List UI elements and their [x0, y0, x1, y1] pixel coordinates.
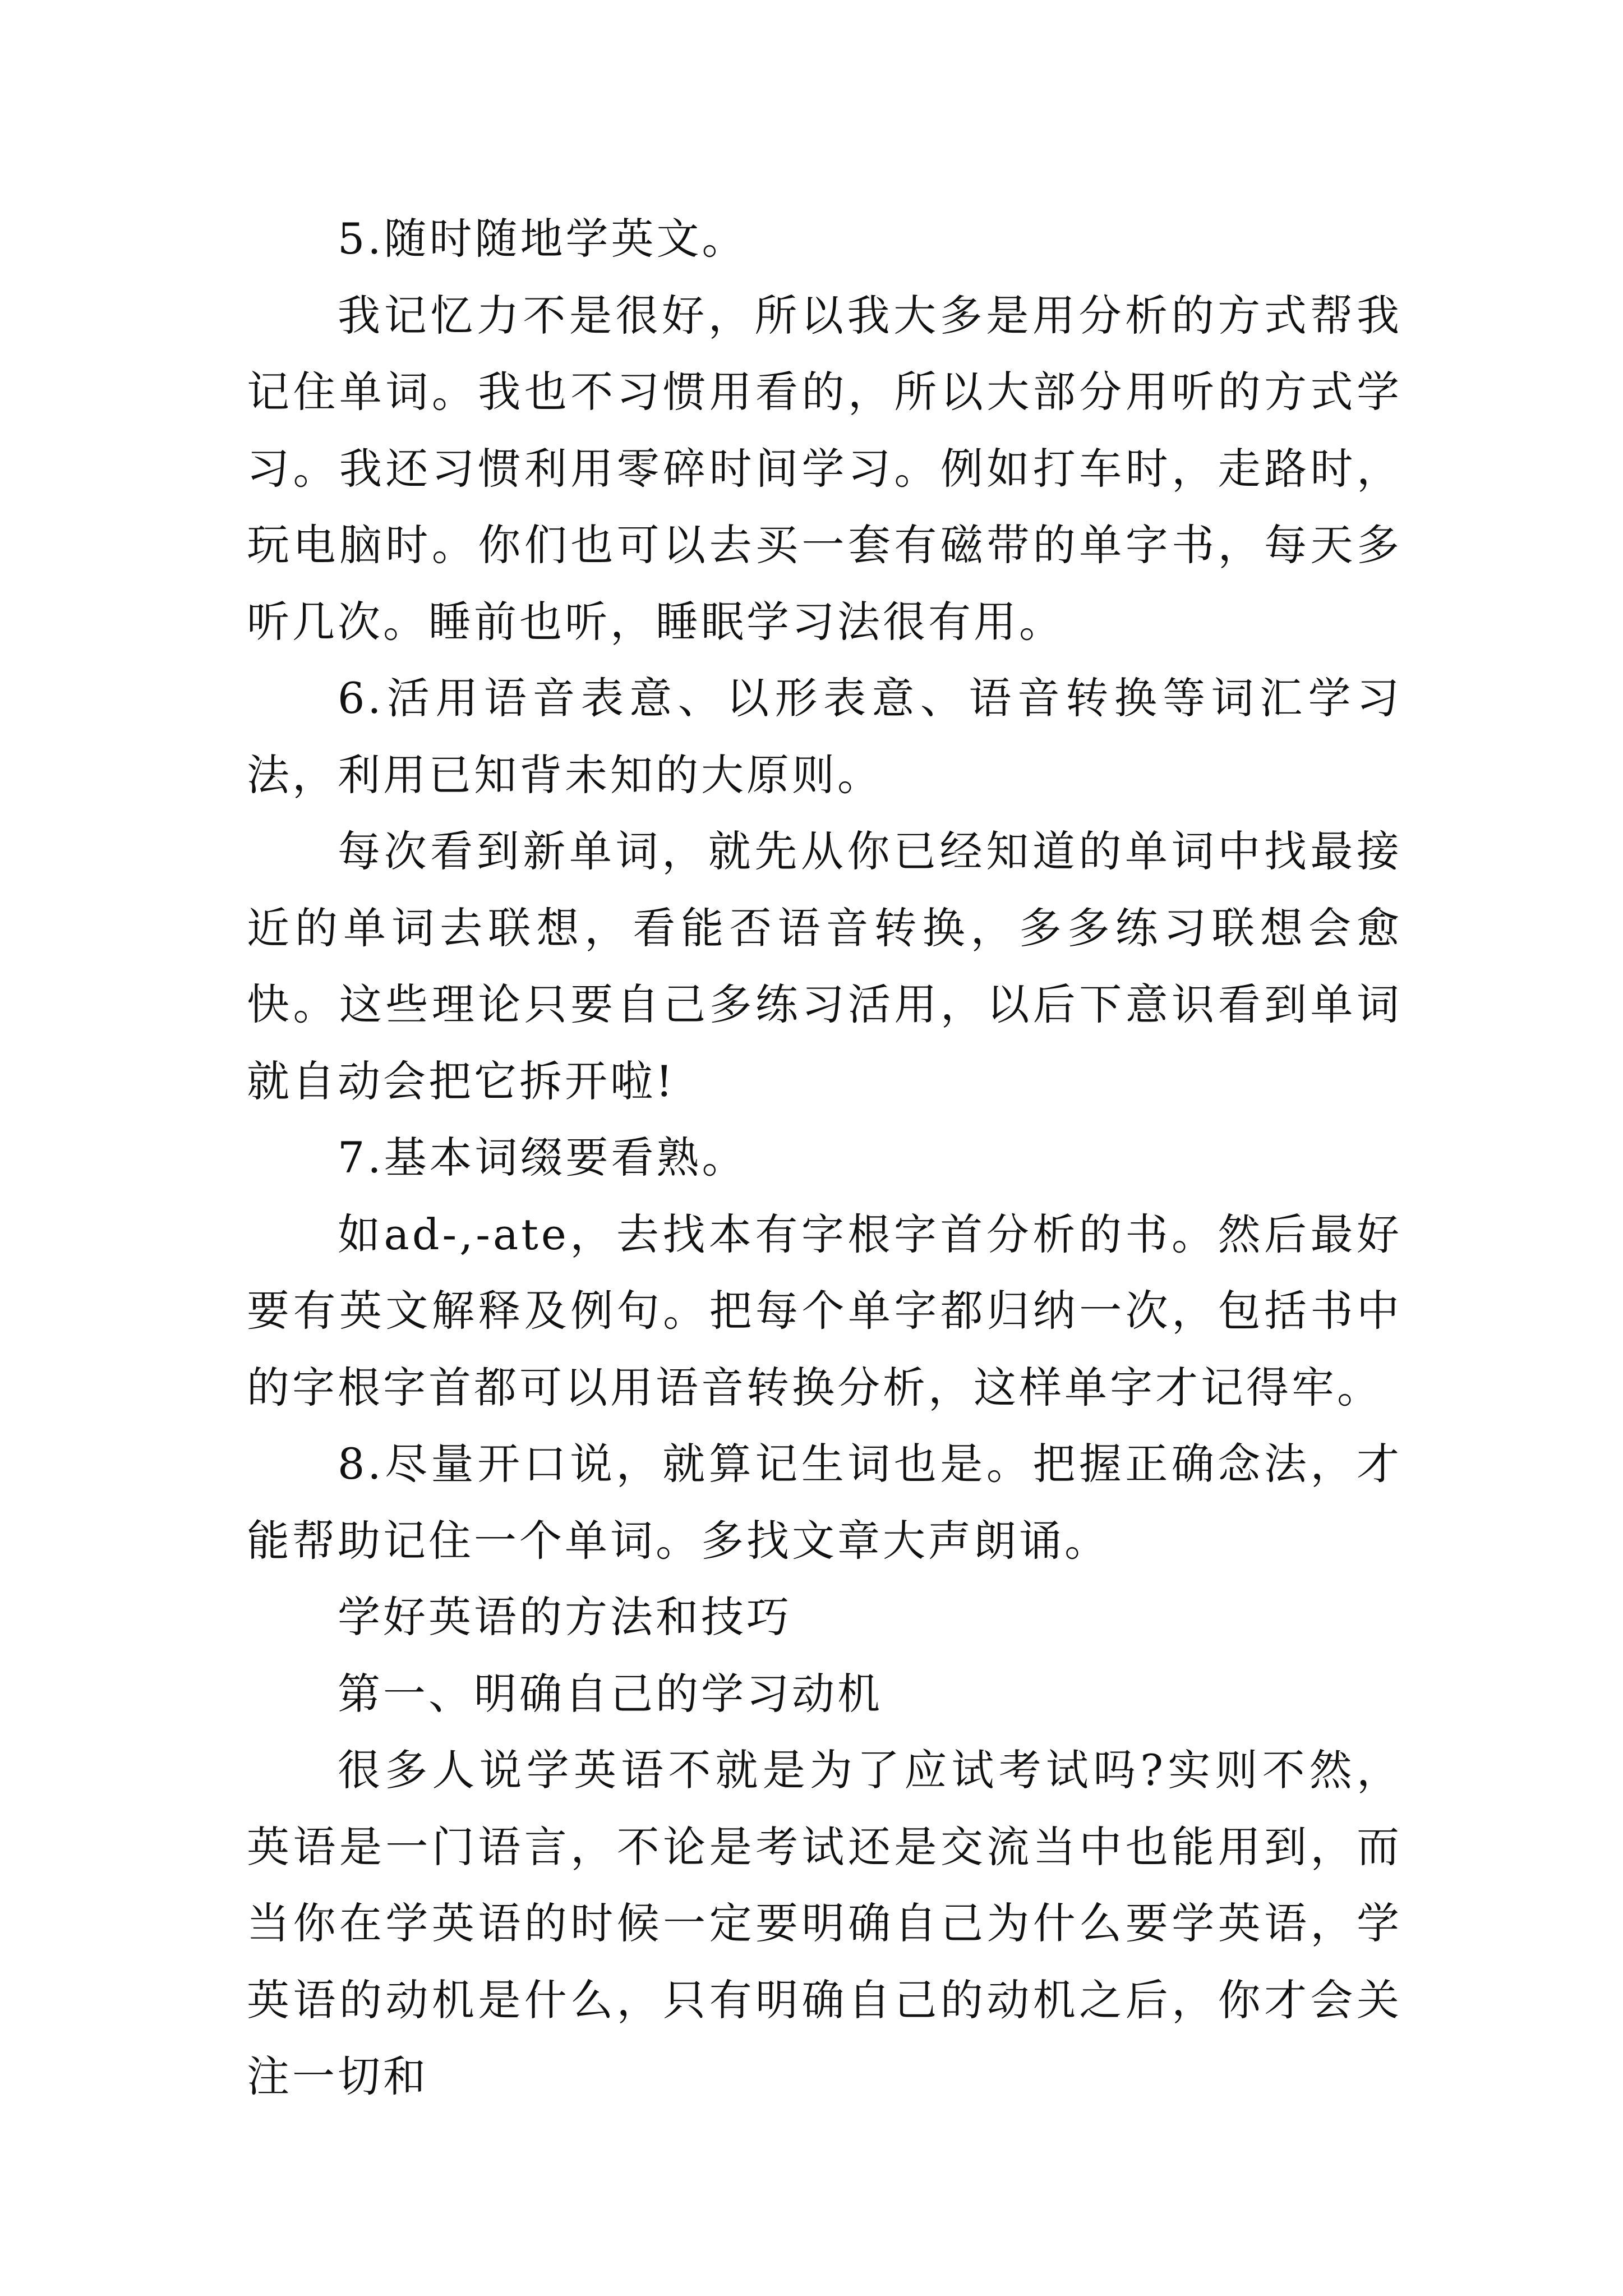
paragraph-item-8-speaking: 8.尽量开口说，就算记生词也是。把握正确念法，才能帮助记住一个单词。多找文章大声朗诵。	[247, 1439, 1402, 1566]
paragraph-association-method: 每次看到新单词，就先从你已经知道的单词中找最接近的单词去联想，看能否语音转换，多多练习联想会愈快。这些理论只要自己多练习活用，以后下意识看到单词就自动会把它拆开啦!	[247, 826, 1402, 1106]
document-body	[247, 201, 1402, 2115]
section-title: 学好英语的方法和技巧	[338, 1592, 792, 1642]
paragraph-motivation: 很多人说学英语不就是为了应试考试吗?实则不然，英语是一门语言，不论是考试还是交流当中也能用到，而当你在学英语的时候一定要明确自己为什么要学英语，学英语的动机是什么，只有明确自己的动机之后，你才会关注一切和	[247, 1745, 1402, 2101]
paragraph-item-7-heading: 7.基本词缀要看熟。	[338, 1133, 748, 1182]
paragraph-item-6-heading: 6.活用语音表意、以形表意、语音转换等词汇学习法，利用已知背未知的大原则。	[247, 673, 1402, 800]
paragraph-item-5-heading: 5.随时随地学英文。	[338, 214, 748, 264]
subsection-heading-first: 第一、明确自己的学习动机	[338, 1668, 883, 1719]
paragraph-affix-method: 如ad-,-ate，去找本有字根字首分析的书。然后最好要有英文解释及例句。把每个单字都归纳一次，包括书中的字根字首都可以用语音转换分析，这样单字才记得牢。	[247, 1209, 1402, 1412]
paragraph-memory-method: 我记忆力不是很好，所以我大多是用分析的方式帮我记住单词。我也不习惯用看的，所以大部分用听的方式学习。我还习惯利用零碎时间学习。例如打车时，走路时，玩电脑时。你们也可以去买一套有磁带的单字书，每天多听几次。睡前也听，睡眠学习法很有用。	[247, 290, 1402, 647]
